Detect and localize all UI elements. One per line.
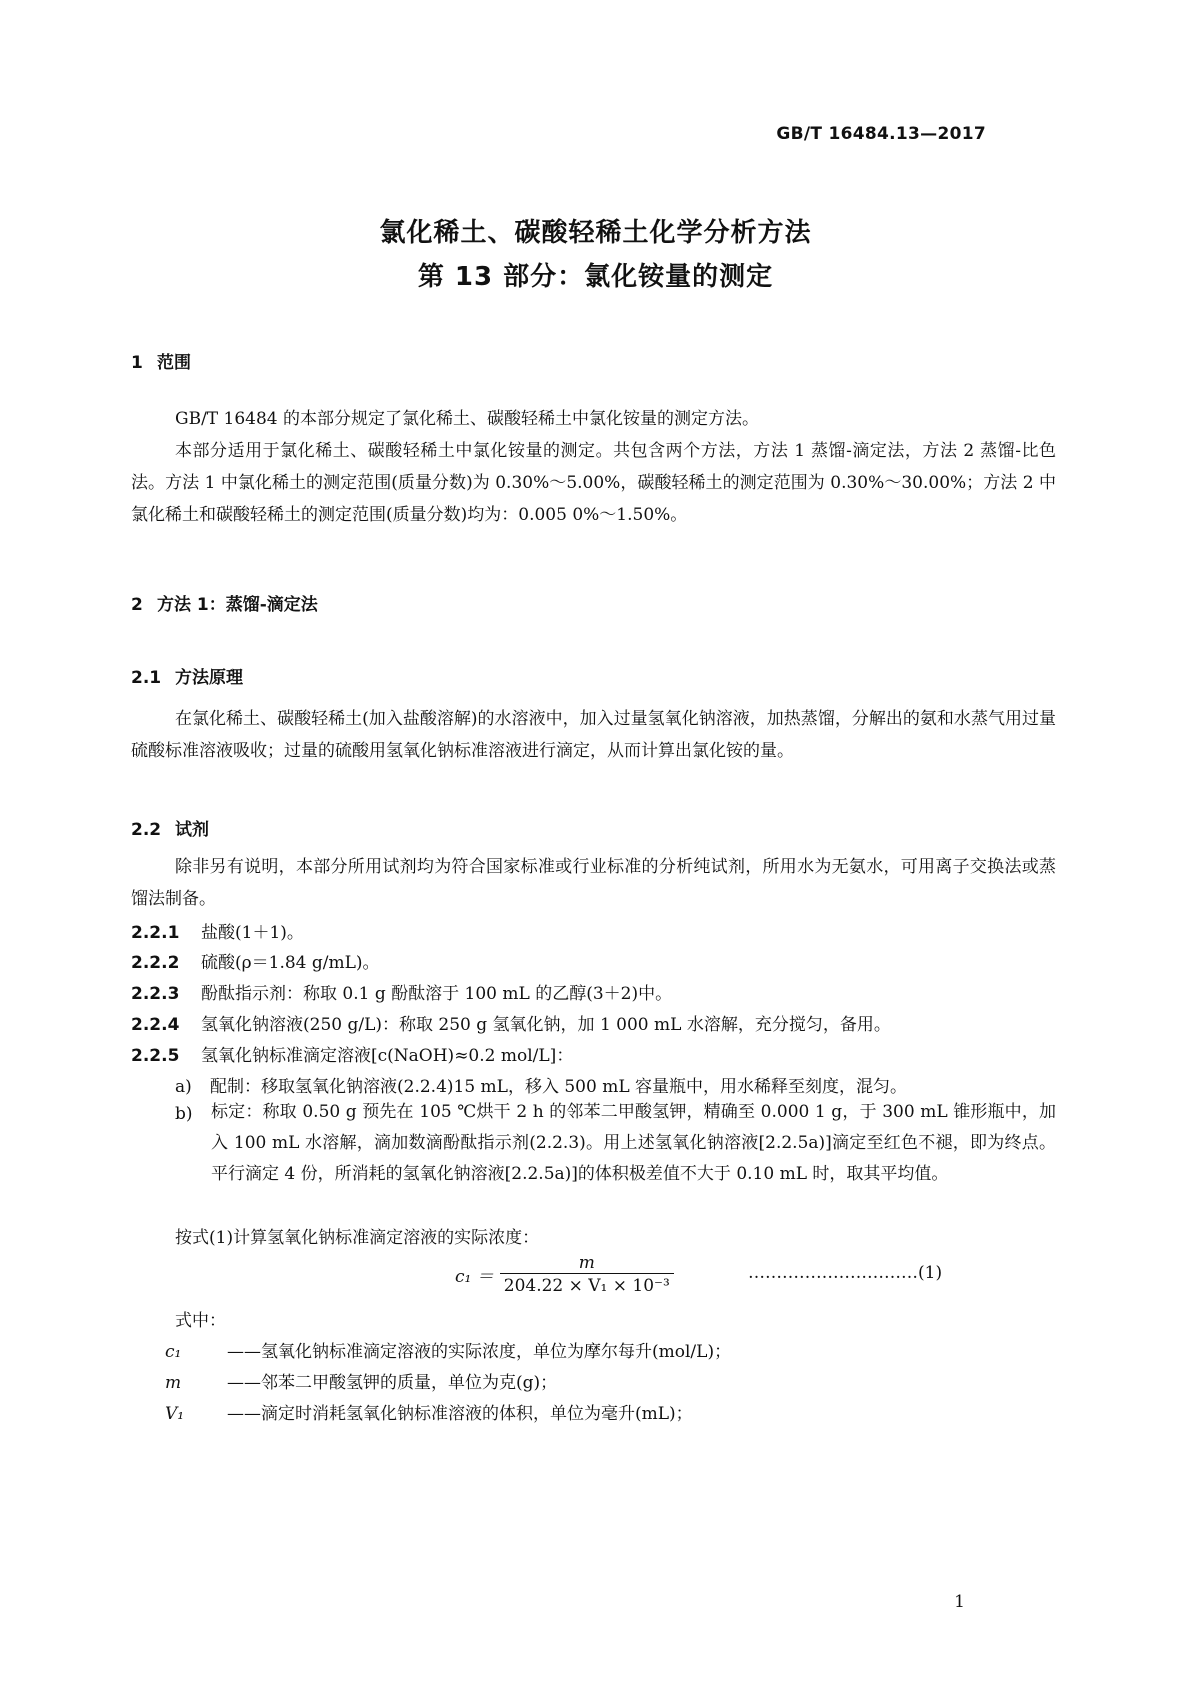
reagent-item-text: 氢氧化钠溶液(250 g/L)：称取 250 g 氢氧化钠，加 1 000 mL 水溶解，充分搅匀，备用。: [201, 1015, 891, 1035]
section-1-title: 范围: [157, 353, 191, 373]
section-2-2-paragraph: 除非另有说明，本部分所用试剂均为符合国家标准或行业标准的分析纯试剂，所用水为无氨水，可用离子交换法或蒸馏法制备。: [131, 857, 1056, 909]
standard-number: GB/T 16484.13—2017: [776, 124, 986, 144]
reagent-item: [131, 1041, 573, 1066]
definition-row: [165, 1399, 693, 1424]
sub-item-a: [175, 1072, 907, 1097]
definition-symbol: c₁: [165, 1342, 182, 1362]
reagent-item-number: 2.2.1: [131, 923, 180, 943]
reagent-item: [131, 1010, 891, 1035]
section-2-1-paragraph: 在氯化稀土、碳酸轻稀土(加入盐酸溶解)的水溶液中，加入过量氢氧化钠溶液，加热蒸馏，分解出的氨和水蒸气用过量硫酸标准溶液吸收；过量的硫酸用氢氧化钠标准溶液进行滴定，从而计算出氯化铵的量。: [131, 709, 1056, 761]
definition-row: [165, 1368, 557, 1393]
section-1-heading: [131, 348, 191, 373]
definition-symbol: m: [165, 1373, 182, 1393]
reagent-item: [131, 948, 380, 973]
section-1-paragraph-2: 本部分适用于氯化稀土、碳酸轻稀土中氯化铵量的测定。共包含两个方法，方法 1 蒸馏-滴定法，方法 2 蒸馏-比色法。方法 1 中氯化稀土的测定范围(质量分数)为 0.30%～5.00%，碳酸轻稀土的测定范围为 0.30%～30.00%；方法 2 中氯化稀土和碳酸轻稀土的测定范围(质量分数)均为：0.005 0%～1.50%。: [131, 441, 1056, 525]
page-number: 1: [954, 1592, 965, 1612]
section-2-heading: [131, 590, 318, 615]
where-label: 式中：: [175, 1311, 226, 1331]
section-2-number: 2: [131, 595, 143, 615]
section-2-2-title: 试剂: [175, 820, 209, 840]
section-2-1-heading: [131, 663, 243, 688]
section-1-paragraph-1: GB/T 16484 的本部分规定了氯化稀土、碳酸轻稀土中氯化铵量的测定方法。: [175, 409, 760, 429]
sub-item-b-text: 标定：称取 0.50 g 预先在 105 ℃烘干 2 h 的邻苯二甲酸氢钾，精确至 0.000 1 g，于 300 mL 锥形瓶中，加入 100 mL 水溶解，滴加数滴酚酞指示剂(2.2.3)。用上述氢氧化钠溶液[2.2.5a)]滴定至红色不褪，即为终点。平行滴定 4 份，所消耗的氢氧化钠溶液[2.2.5a)]的体积极差值不大于 0.10 mL 时，取其平均值。: [211, 1102, 1056, 1184]
reagent-item: [131, 918, 304, 943]
title-line-1: 氯化稀土、碳酸轻稀土化学分析方法: [379, 218, 812, 248]
reagent-item-number: 2.2.3: [131, 984, 180, 1004]
title-line-2: 第 13 部分：氯化铵量的测定: [417, 262, 774, 292]
section-2-1-title: 方法原理: [175, 668, 243, 688]
reagent-item-number: 2.2.4: [131, 1015, 180, 1035]
reagent-item-number: 2.2.5: [131, 1046, 180, 1066]
definition-row: [165, 1337, 731, 1362]
sub-item-b-label: b): [175, 1104, 193, 1124]
definition-text: ——氢氧化钠标准滴定溶液的实际浓度，单位为摩尔每升(mol/L)；: [227, 1342, 732, 1362]
section-2-2-heading: [131, 815, 209, 840]
reagent-item-text: 氢氧化钠标准滴定溶液[c(NaOH)≈0.2 mol/L]：: [201, 1046, 574, 1066]
definition-text: ——邻苯二甲酸氢钾的质量，单位为克(g)；: [227, 1373, 558, 1393]
reagent-item-number: 2.2.2: [131, 953, 180, 973]
section-2-1-number: 2.1: [131, 668, 162, 688]
formula-lhs: c₁ ＝: [455, 1267, 494, 1287]
sub-item-a-label: a): [175, 1077, 192, 1097]
reagent-item-text: 硫酸(ρ＝1.84 g/mL)。: [201, 953, 380, 973]
section-2-2-number: 2.2: [131, 820, 162, 840]
sub-item-b-label-wrap: [175, 1104, 210, 1124]
definition-text: ——滴定时消耗氢氧化钠标准溶液的体积，单位为毫升(mL)；: [227, 1404, 693, 1424]
reagent-item-text: 酚酞指示剂：称取 0.1 g 酚酞溶于 100 mL 的乙醇(3＋2)中。: [201, 984, 673, 1004]
definition-symbol: V₁: [165, 1404, 185, 1424]
reagent-item: [131, 979, 672, 1004]
formula-number: …………………………(1): [748, 1263, 943, 1283]
sub-item-a-text: 配制：移取氢氧化钠溶液(2.2.4)15 mL，移入 500 mL 容量瓶中，用水稀释至刻度，混匀。: [210, 1077, 908, 1097]
formula-numerator: m: [578, 1253, 595, 1273]
formula-1: [455, 1253, 674, 1296]
section-1-number: 1: [131, 353, 143, 373]
section-2-title: 方法 1：蒸馏-滴定法: [157, 595, 318, 615]
formula-denominator: 204.22 × V₁ × 10⁻³: [500, 1273, 674, 1296]
formula-intro: 按式(1)计算氢氧化钠标准滴定溶液的实际浓度：: [175, 1228, 540, 1248]
formula-fraction: [500, 1253, 674, 1296]
reagent-item-text: 盐酸(1＋1)。: [201, 923, 304, 943]
